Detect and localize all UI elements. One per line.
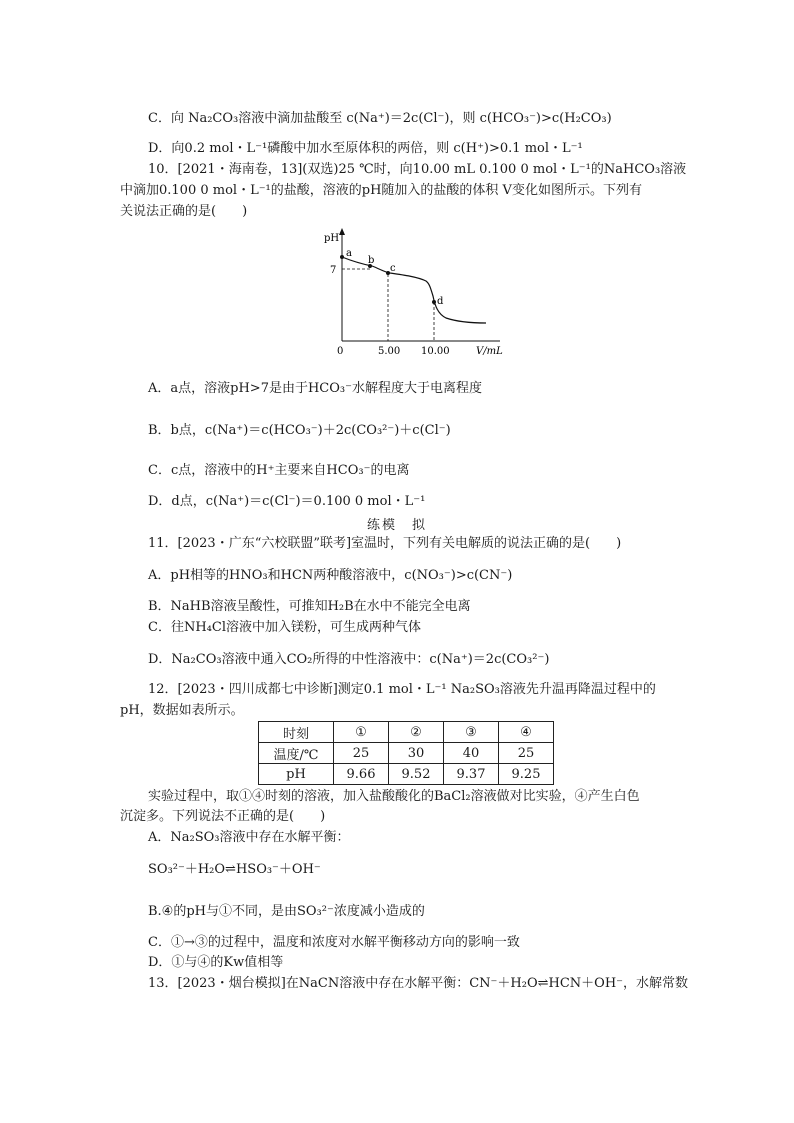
q13-stem: 13．[2023・烟台模拟]在NaCN溶液中存在水解平衡：CN⁻＋H₂O⇌HCN＋OH⁻，水解常数 [148, 976, 689, 991]
table-row [259, 764, 554, 785]
q12-stem-1: 12．[2023・四川成都七中诊断]测定0.1 mol・L⁻¹ Na₂SO₃溶液先升温再降温过程中的 [148, 682, 656, 697]
q11-option-c: C．往NH₄Cl溶液中加入镁粉，可生成两种气体 [148, 620, 421, 635]
x-axis-label: V/mL [476, 346, 503, 357]
q10-option-d: D．d点，c(Na⁺)＝c(Cl⁻)＝0.100 0 mol・L⁻¹ [148, 494, 426, 509]
q11-stem: 11．[2023・广东“六校联盟”联考]室温时，下列有关电解质的说法正确的是( ) [148, 536, 622, 551]
ph-curve [342, 257, 486, 323]
x-tick-5: 5.00 [378, 346, 401, 357]
q11-option-d: D．Na₂CO₃溶液中通入CO₂所得的中性溶液中：c(Na⁺)＝2c(CO₃²⁻) [148, 652, 550, 667]
table-cell: 9.52 [389, 764, 444, 785]
q10-option-c: C．c点，溶液中的H⁺主要来自HCO₃⁻的电离 [148, 463, 410, 478]
table-cell: ④ [499, 722, 554, 743]
point-b-label: b [368, 255, 375, 266]
q12-option-c: C．①→③的过程中，温度和浓度对水解平衡移动方向的影响一致 [148, 935, 520, 950]
point-a-label: a [346, 248, 352, 259]
table-cell: 时刻 [259, 722, 334, 743]
table-cell: ① [334, 722, 389, 743]
table-cell: 25 [334, 743, 389, 764]
table-cell: 25 [499, 743, 554, 764]
table-cell: 9.37 [444, 764, 499, 785]
table-cell: 9.25 [499, 764, 554, 785]
point-d-label: d [437, 296, 444, 307]
q11-option-b: B．NaHB溶液呈酸性，可推知H₂B在水中不能完全电离 [148, 599, 471, 614]
table-header-row [259, 722, 554, 743]
table-cell: ② [389, 722, 444, 743]
q12-stem-3: 实验过程中，取①④时刻的溶液，加入盐酸酸化的BaCl₂溶液做对比实验，④产生白色 [148, 789, 640, 804]
point-c-label: c [390, 263, 396, 274]
q12-option-a-equation: SO₃²⁻＋H₂O⇌HSO₃⁻＋OH⁻ [148, 862, 321, 877]
table-cell: pH [259, 764, 334, 785]
point-a [340, 255, 344, 259]
q10-option-b: B．b点，c(Na⁺)＝c(HCO₃⁻)＋2c(CO₃²⁻)＋c(Cl⁻) [148, 423, 451, 438]
q12-stem-4: 沉淀多。下列说法不正确的是( ) [120, 809, 326, 824]
table-cell: ③ [444, 722, 499, 743]
q10-stem-2: 中滴加0.100 0 mol・L⁻¹的盐酸，溶液的pH随加入的盐酸的体积 V变化如图所示。下列有 [120, 183, 642, 198]
q9-option-d: D．向0.2 mol・L⁻¹磷酸中加水至原体积的两倍，则 c(H⁺)>0.1 mol・L⁻¹ [148, 141, 583, 156]
ph-titration-chart [318, 226, 508, 361]
q12-option-d: D．①与④的Kw值相等 [148, 955, 284, 970]
q12-option-b: B.④的pH与①不同，是由SO₃²⁻浓度减小造成的 [148, 904, 425, 919]
table-cell: 40 [444, 743, 499, 764]
y-axis-arrow [339, 228, 345, 235]
table-cell: 30 [389, 743, 444, 764]
q12-option-a: A．Na₂SO₃溶液中存在水解平衡： [148, 830, 350, 845]
table-row [259, 743, 554, 764]
table-cell: 温度/℃ [259, 743, 334, 764]
section-title: 练模 拟 [366, 518, 427, 533]
x-tick-0: 0 [337, 346, 344, 357]
x-tick-10: 10.00 [421, 346, 450, 357]
y-axis-label: pH [324, 233, 340, 244]
q12-data-table [258, 721, 554, 785]
q11-option-a: A．pH相等的HNO₃和HCN两种酸溶液中，c(NO₃⁻)>c(CN⁻) [148, 568, 513, 583]
q9-option-c: C．向 Na₂CO₃溶液中滴加盐酸至 c(Na⁺)＝2c(Cl⁻)，则 c(HCO₃⁻)>c(H₂CO₃) [148, 111, 612, 126]
table-cell: 9.66 [334, 764, 389, 785]
q10-stem-3: 关说法正确的是( ) [120, 204, 248, 219]
point-d [432, 300, 436, 304]
q10-stem-1: 10．[2021・海南卷，13](双选)25 ℃时，向10.00 mL 0.100 0 mol・L⁻¹的NaHCO₃溶液 [148, 162, 687, 177]
q10-option-a: A．a点，溶液pH>7是由于HCO₃⁻水解程度大于电离程度 [148, 381, 482, 396]
y-tick-7: 7 [330, 265, 337, 276]
q12-stem-2: pH，数据如表所示。 [120, 703, 244, 718]
